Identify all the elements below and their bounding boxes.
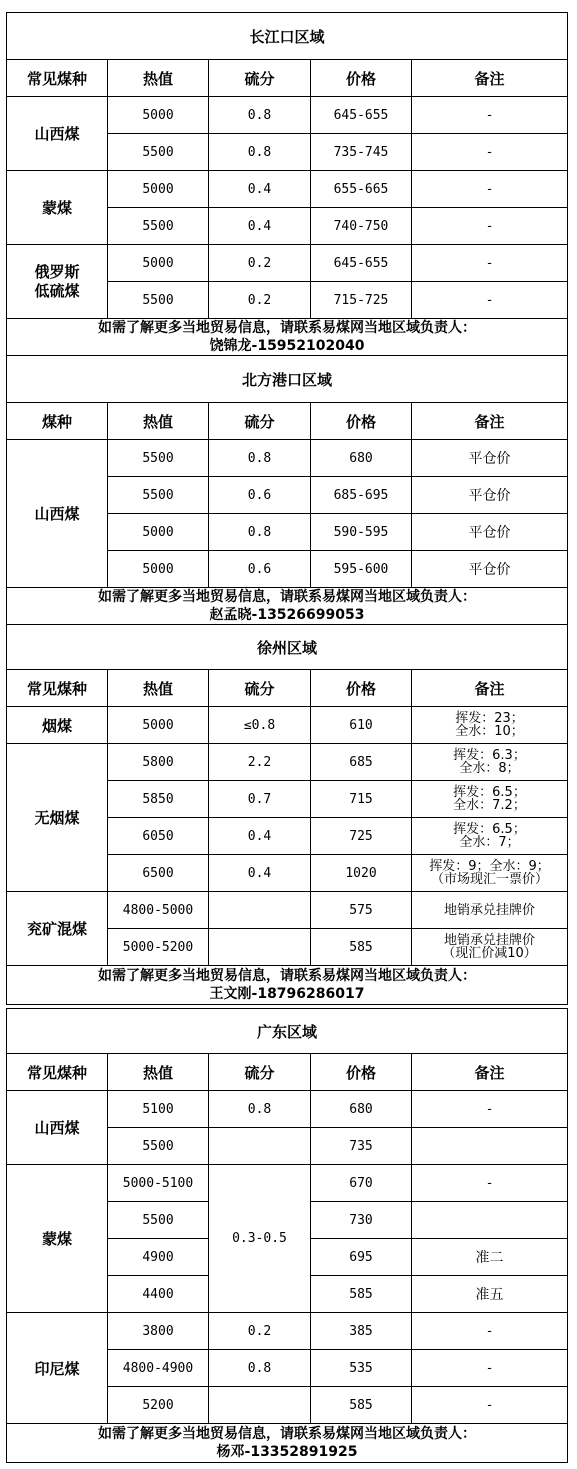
calorific-cell: 6050 bbox=[107, 817, 209, 855]
remark-cell: - bbox=[411, 170, 568, 208]
coal-name: 兖矿混煤 bbox=[6, 891, 108, 966]
price-cell: 575 bbox=[310, 891, 412, 929]
price-cell: 385 bbox=[310, 1312, 412, 1350]
remark-line: 地销承兑挂牌价 bbox=[443, 933, 535, 948]
header-coal-type: 常见煤种 bbox=[6, 1053, 108, 1091]
header-coal-type: 常见煤种 bbox=[6, 59, 108, 97]
remark-cell bbox=[411, 780, 568, 818]
header-price: 价格 bbox=[310, 402, 412, 440]
sulfur-cell: 0.2 bbox=[208, 1312, 311, 1350]
calorific-cell: 5500 bbox=[107, 1127, 209, 1165]
calorific-cell: 5500 bbox=[107, 281, 209, 319]
sulfur-cell bbox=[208, 891, 311, 929]
contact-person: 赵孟晓-13526699053 bbox=[209, 607, 365, 623]
header-calorific: 热值 bbox=[107, 402, 209, 440]
remark-line: （现汇价减10） bbox=[442, 946, 537, 961]
calorific-cell: 3800 bbox=[107, 1312, 209, 1350]
header-price: 价格 bbox=[310, 1053, 412, 1091]
price-cell: 680 bbox=[310, 1090, 412, 1128]
calorific-cell: 5100 bbox=[107, 1090, 209, 1128]
coal-name bbox=[6, 244, 108, 319]
coal-name: 印尼煤 bbox=[6, 1312, 108, 1424]
price-cell: 585 bbox=[310, 1275, 412, 1313]
section-title: 广东区域 bbox=[6, 1008, 568, 1054]
calorific-cell: 5000 bbox=[107, 550, 209, 588]
remark-cell bbox=[411, 854, 568, 892]
sulfur-cell: 0.2 bbox=[208, 244, 311, 282]
sulfur-cell: 0.8 bbox=[208, 1090, 311, 1128]
calorific-cell: 5000-5100 bbox=[107, 1164, 209, 1202]
remark-cell: - bbox=[411, 244, 568, 282]
price-cell: 595-600 bbox=[310, 550, 412, 588]
coal-name: 山西煤 bbox=[6, 96, 108, 171]
calorific-cell: 5000 bbox=[107, 706, 209, 744]
sulfur-cell: 0.8 bbox=[208, 1349, 311, 1387]
remark-cell: - bbox=[411, 1164, 568, 1202]
section-title: 长江口区域 bbox=[6, 12, 568, 60]
calorific-cell: 5500 bbox=[107, 207, 209, 245]
contact-prompt: 如需了解更多当地贸易信息，请联系易煤网当地区域负责人： bbox=[98, 589, 476, 605]
header-sulfur: 硫分 bbox=[208, 669, 311, 707]
sulfur-cell: 0.8 bbox=[208, 96, 311, 134]
remark-cell: 平仓价 bbox=[411, 476, 568, 514]
price-cell: 680 bbox=[310, 439, 412, 477]
header-sulfur: 硫分 bbox=[208, 59, 311, 97]
price-cell: 695 bbox=[310, 1238, 412, 1276]
contact-prompt: 如需了解更多当地贸易信息，请联系易煤网当地区域负责人： bbox=[98, 320, 476, 336]
contact-prompt: 如需了解更多当地贸易信息，请联系易煤网当地区域负责人： bbox=[98, 1426, 476, 1442]
remark-cell bbox=[411, 1127, 568, 1165]
remark-cell: - bbox=[411, 96, 568, 134]
header-calorific: 热值 bbox=[107, 669, 209, 707]
price-cell: 735 bbox=[310, 1127, 412, 1165]
contact-info bbox=[6, 1423, 568, 1463]
sulfur-cell: 0.4 bbox=[208, 817, 311, 855]
remark-cell: - bbox=[411, 281, 568, 319]
sulfur-cell: 0.4 bbox=[208, 207, 311, 245]
remark-cell bbox=[411, 891, 568, 929]
calorific-cell: 6500 bbox=[107, 854, 209, 892]
remark-cell bbox=[411, 1201, 568, 1239]
remark-line: 挥发：6.5； bbox=[453, 785, 526, 800]
remark-cell bbox=[411, 928, 568, 966]
remark-line: 全水：7； bbox=[459, 835, 520, 850]
calorific-cell: 5800 bbox=[107, 743, 209, 781]
remark-line: 挥发：9；全水：9； bbox=[429, 859, 550, 874]
contact-person: 王文刚-18796286017 bbox=[209, 986, 365, 1002]
section-title: 北方港口区域 bbox=[6, 355, 568, 403]
price-cell: 535 bbox=[310, 1349, 412, 1387]
sulfur-cell: 0.8 bbox=[208, 513, 311, 551]
remark-line: 挥发：6.3； bbox=[453, 748, 526, 763]
remark-line: 挥发：6.5； bbox=[453, 822, 526, 837]
coal-name: 无烟煤 bbox=[6, 743, 108, 892]
price-cell: 725 bbox=[310, 817, 412, 855]
price-cell: 645-655 bbox=[310, 244, 412, 282]
header-remark: 备注 bbox=[411, 59, 568, 97]
section-title: 徐州区域 bbox=[6, 624, 568, 670]
calorific-cell: 4400 bbox=[107, 1275, 209, 1313]
calorific-cell: 5000-5200 bbox=[107, 928, 209, 966]
header-sulfur: 硫分 bbox=[208, 1053, 311, 1091]
remark-line: 挥发：23； bbox=[455, 711, 524, 726]
header-calorific: 热值 bbox=[107, 1053, 209, 1091]
contact-info bbox=[6, 587, 568, 625]
remark-cell: 准二 bbox=[411, 1238, 568, 1276]
price-cell: 685-695 bbox=[310, 476, 412, 514]
price-cell: 740-750 bbox=[310, 207, 412, 245]
coal-name: 蒙煤 bbox=[6, 170, 108, 245]
sulfur-cell bbox=[208, 1386, 311, 1424]
calorific-cell: 5000 bbox=[107, 170, 209, 208]
coal-name: 山西煤 bbox=[6, 1090, 108, 1165]
coal-name-line: 俄罗斯 bbox=[34, 262, 80, 281]
contact-person: 饶锦龙-15952102040 bbox=[209, 338, 365, 354]
price-cell: 715 bbox=[310, 780, 412, 818]
price-cell: 685 bbox=[310, 743, 412, 781]
header-remark: 备注 bbox=[411, 669, 568, 707]
sulfur-cell: 2.2 bbox=[208, 743, 311, 781]
header-coal-type: 常见煤种 bbox=[6, 669, 108, 707]
remark-line: 全水：8； bbox=[459, 761, 520, 776]
calorific-cell: 5000 bbox=[107, 244, 209, 282]
remark-cell: - bbox=[411, 133, 568, 171]
price-cell: 585 bbox=[310, 1386, 412, 1424]
coal-name: 蒙煤 bbox=[6, 1164, 108, 1313]
header-sulfur: 硫分 bbox=[208, 402, 311, 440]
contact-person: 杨邓-13352891925 bbox=[216, 1444, 358, 1460]
coal-name: 山西煤 bbox=[6, 439, 108, 588]
coal-name: 烟煤 bbox=[6, 706, 108, 744]
sulfur-cell: ≤0.8 bbox=[208, 706, 311, 744]
sulfur-cell: 0.7 bbox=[208, 780, 311, 818]
sulfur-cell bbox=[208, 1127, 311, 1165]
calorific-cell: 4800-4900 bbox=[107, 1349, 209, 1387]
sulfur-cell: 0.4 bbox=[208, 854, 311, 892]
remark-cell: - bbox=[411, 1386, 568, 1424]
remark-cell: 平仓价 bbox=[411, 513, 568, 551]
sulfur-cell: 0.3-0.5 bbox=[208, 1164, 311, 1313]
price-cell: 590-595 bbox=[310, 513, 412, 551]
header-price: 价格 bbox=[310, 669, 412, 707]
remark-cell bbox=[411, 817, 568, 855]
remark-line: 全水：7.2； bbox=[453, 798, 526, 813]
remark-cell bbox=[411, 706, 568, 744]
price-cell: 585 bbox=[310, 928, 412, 966]
remark-cell: - bbox=[411, 1090, 568, 1128]
price-cell: 1020 bbox=[310, 854, 412, 892]
contact-info bbox=[6, 318, 568, 356]
price-cell: 645-655 bbox=[310, 96, 412, 134]
remark-cell: 准五 bbox=[411, 1275, 568, 1313]
calorific-cell: 4900 bbox=[107, 1238, 209, 1276]
sulfur-cell: 0.2 bbox=[208, 281, 311, 319]
sulfur-cell: 0.8 bbox=[208, 133, 311, 171]
sulfur-cell bbox=[208, 928, 311, 966]
remark-cell: 平仓价 bbox=[411, 439, 568, 477]
calorific-cell: 5500 bbox=[107, 476, 209, 514]
sulfur-cell: 0.6 bbox=[208, 476, 311, 514]
calorific-cell: 5500 bbox=[107, 1201, 209, 1239]
remark-cell: - bbox=[411, 1312, 568, 1350]
header-coal-type: 煤种 bbox=[6, 402, 108, 440]
calorific-cell: 4800-5000 bbox=[107, 891, 209, 929]
header-remark: 备注 bbox=[411, 402, 568, 440]
contact-prompt: 如需了解更多当地贸易信息，请联系易煤网当地区域负责人： bbox=[98, 968, 476, 984]
remark-cell bbox=[411, 743, 568, 781]
calorific-cell: 5850 bbox=[107, 780, 209, 818]
remark-cell: - bbox=[411, 207, 568, 245]
calorific-cell: 5000 bbox=[107, 513, 209, 551]
remark-line: 全水：10； bbox=[455, 724, 524, 739]
price-cell: 735-745 bbox=[310, 133, 412, 171]
sulfur-cell: 0.6 bbox=[208, 550, 311, 588]
calorific-cell: 5200 bbox=[107, 1386, 209, 1424]
coal-name-line: 低硫煤 bbox=[34, 281, 80, 300]
header-remark: 备注 bbox=[411, 1053, 568, 1091]
contact-info bbox=[6, 965, 568, 1005]
remark-line: （市场现汇一票价） bbox=[430, 872, 548, 887]
price-cell: 655-665 bbox=[310, 170, 412, 208]
calorific-cell: 5500 bbox=[107, 439, 209, 477]
price-cell: 715-725 bbox=[310, 281, 412, 319]
remark-cell: - bbox=[411, 1349, 568, 1387]
calorific-cell: 5000 bbox=[107, 96, 209, 134]
calorific-cell: 5500 bbox=[107, 133, 209, 171]
price-cell: 610 bbox=[310, 706, 412, 744]
price-cell: 730 bbox=[310, 1201, 412, 1239]
sulfur-cell: 0.8 bbox=[208, 439, 311, 477]
header-price: 价格 bbox=[310, 59, 412, 97]
sulfur-cell: 0.4 bbox=[208, 170, 311, 208]
price-cell: 670 bbox=[310, 1164, 412, 1202]
header-calorific: 热值 bbox=[107, 59, 209, 97]
remark-line: 地销承兑挂牌价 bbox=[443, 902, 535, 918]
remark-cell: 平仓价 bbox=[411, 550, 568, 588]
